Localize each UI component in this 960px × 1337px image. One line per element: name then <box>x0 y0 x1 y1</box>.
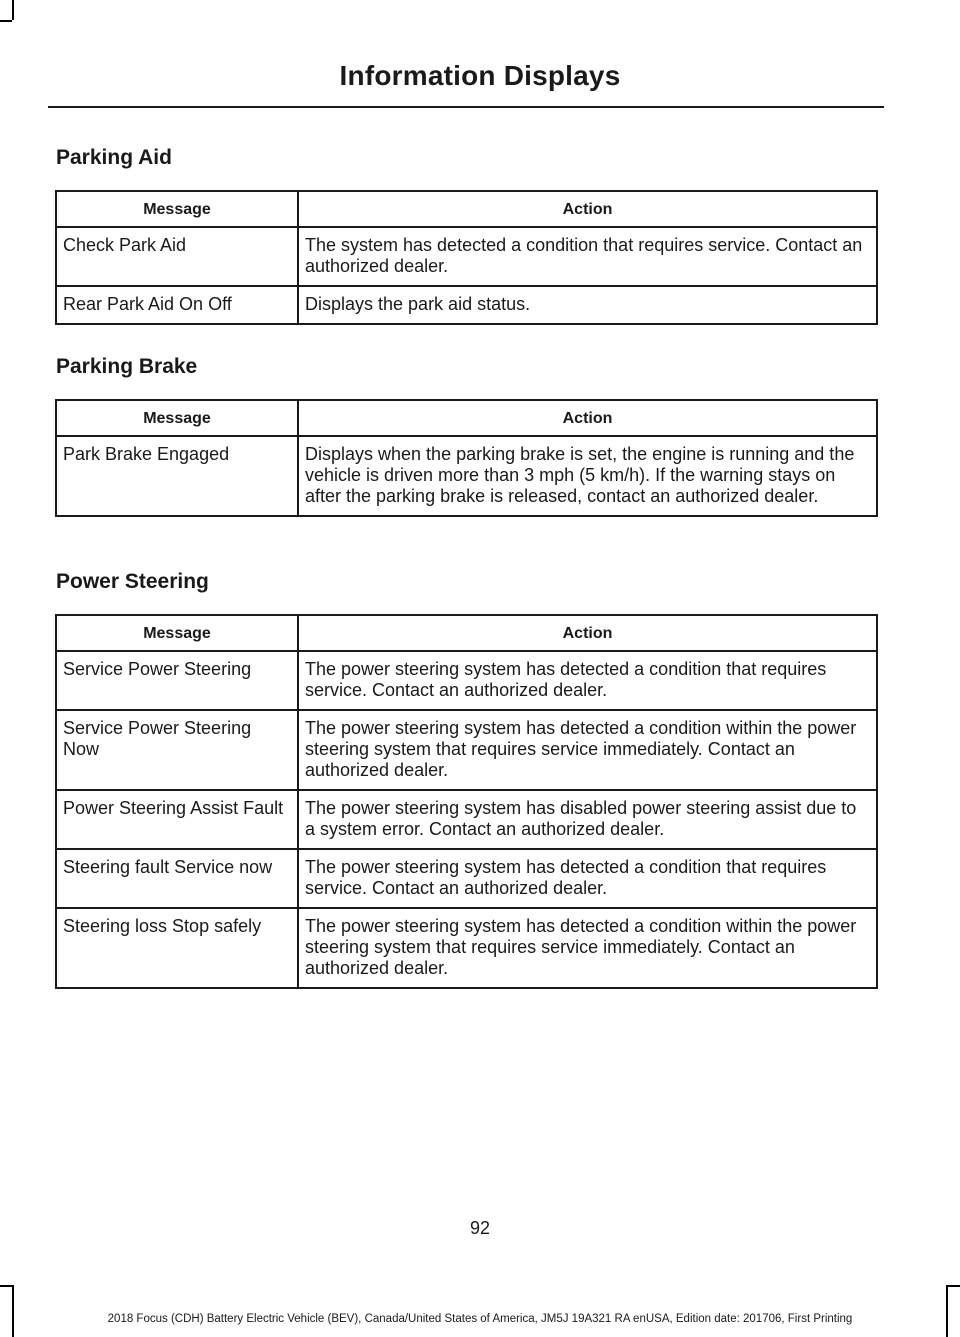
table-header-row <box>56 615 877 651</box>
column-header-action: Action <box>298 191 877 227</box>
message-cell: Service Power Steering <box>56 651 298 710</box>
column-header-message: Message <box>56 615 298 651</box>
crop-mark <box>12 0 14 20</box>
action-cell: The system has detected a condition that requires service. Contact an authorized dealer. <box>298 227 877 286</box>
action-cell: The power steering system has detected a condition within the power steering system that requires service immediately. Contact an authorized dealer. <box>298 710 877 790</box>
column-header-message: Message <box>56 191 298 227</box>
table-row <box>56 651 877 710</box>
section-title-parking-brake: Parking Brake <box>56 355 198 378</box>
message-cell: Steering fault Service now <box>56 849 298 908</box>
message-cell: Steering loss Stop safely <box>56 908 298 988</box>
parking-brake-table <box>55 399 878 517</box>
action-cell: Displays when the parking brake is set, the engine is running and the vehicle is driven more than 3 mph (5 km/h). If the warning stays on after the parking brake is released, contact an authorized dealer. <box>298 436 877 516</box>
column-header-action: Action <box>298 400 877 436</box>
message-cell: Power Steering Assist Fault <box>56 790 298 849</box>
table-row <box>56 849 877 908</box>
table-row <box>56 286 877 324</box>
action-cell: The power steering system has detected a condition that requires service. Contact an authorized dealer. <box>298 849 877 908</box>
table-row <box>56 227 877 286</box>
section-title-power-steering: Power Steering <box>56 570 209 593</box>
header-divider <box>48 106 884 108</box>
crop-mark <box>0 1285 12 1287</box>
table-row <box>56 710 877 790</box>
table-header-row <box>56 400 877 436</box>
column-header-action: Action <box>298 615 877 651</box>
column-header-message: Message <box>56 400 298 436</box>
section-title-parking-aid: Parking Aid <box>56 146 172 169</box>
message-cell: Rear Park Aid On Off <box>56 286 298 324</box>
table-row <box>56 908 877 988</box>
crop-mark <box>12 1285 14 1337</box>
table-header-row <box>56 191 877 227</box>
page-title: Information Displays <box>339 60 621 91</box>
crop-mark <box>946 1285 948 1337</box>
message-cell: Park Brake Engaged <box>56 436 298 516</box>
action-cell: The power steering system has detected a condition that requires service. Contact an authorized dealer. <box>298 651 877 710</box>
table-row <box>56 790 877 849</box>
footer-edition-info: 2018 Focus (CDH) Battery Electric Vehicle (BEV), Canada/United States of America, JM5J 19A321 RA enUSA, Edition date: 201706, First Printing <box>107 1313 853 1325</box>
parking-aid-table <box>55 190 878 325</box>
action-cell: The power steering system has disabled power steering assist due to a system error. Contact an authorized dealer. <box>298 790 877 849</box>
crop-mark <box>946 1285 960 1287</box>
page-number: 92 <box>469 1218 491 1238</box>
action-cell: The power steering system has detected a condition within the power steering system that requires service immediately. Contact an authorized dealer. <box>298 908 877 988</box>
action-cell: Displays the park aid status. <box>298 286 877 324</box>
crop-mark <box>0 20 12 22</box>
message-cell: Check Park Aid <box>56 227 298 286</box>
power-steering-table <box>55 614 878 989</box>
message-cell: Service Power Steering Now <box>56 710 298 790</box>
table-row <box>56 436 877 516</box>
